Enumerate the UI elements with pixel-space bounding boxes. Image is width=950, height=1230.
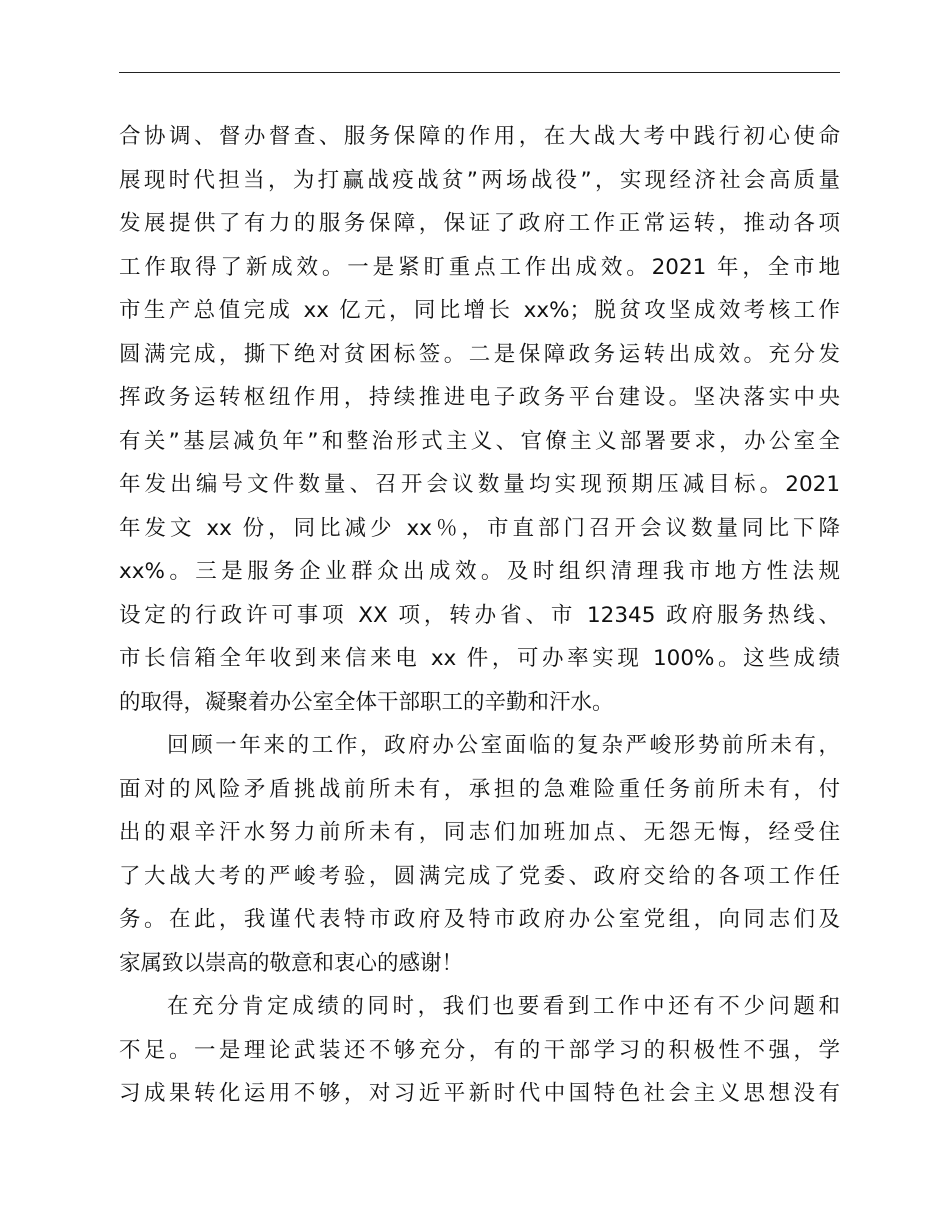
text-line-first: 回顾一年来的工作，政府办公室面临的复杂严峻形势前所未有， <box>167 733 840 758</box>
text-line: xx%。三是服务企业群众出成效。及时组织清理我市地方性法规 <box>119 559 840 584</box>
text-line: 发展提供了有力的服务保障，保证了政府工作正常运转，推动各项 <box>119 211 840 236</box>
text-line: 工作取得了新成效。一是紧盯重点工作出成效。2021 年，全市地 <box>119 254 840 280</box>
text-line: 不足。一是理论武装还不够充分，有的干部学习的积极性不强，学 <box>119 1037 840 1063</box>
text-line: 合协调、督办督查、服务保障的作用，在大战大考中践行初心使命 <box>119 124 840 149</box>
text-line: 展现时代担当，为打赢战疫战贫”两场战役”，实现经济社会高质量 <box>119 167 840 193</box>
text-line: 圆满完成，撕下绝对贫困标签。二是保障政务运转出成效。充分发 <box>119 341 840 367</box>
text-line: 务。在此，我谨代表特市政府及特市政府办公室党组，向同志们及 <box>119 907 840 932</box>
text-line: 习成果转化运用不够，对习近平新时代中国特色社会主义思想没有 <box>119 1081 840 1106</box>
text-line: 了大战大考的严峻考验，圆满完成了党委、政府交给的各项工作任 <box>119 863 840 889</box>
text-line: 设定的行政许可事项 XX 项，转办省、市 12345 政府服务热线、 <box>119 602 840 628</box>
text-line: 出的艰辛汗水努力前所未有，同志们加班加点、无怨无悔，经受住 <box>119 820 840 845</box>
paragraph-achievements <box>119 115 840 724</box>
text-line: 面对的风险矛盾挑战前所未有，承担的急难险重任务前所未有，付 <box>119 776 840 802</box>
text-line: 有关”基层减负年”和整治形式主义、官僚主义部署要求，办公室全 <box>119 428 840 454</box>
text-line: 年发出编号文件数量、召开会议数量均实现预期压减目标。2021 <box>119 472 840 497</box>
text-line: 挥政务运转枢纽作用，持续推进电子政务平台建设。坚决落实中央 <box>119 385 840 410</box>
text-line-first: 在充分肯定成绩的同时，我们也要看到工作中还有不少问题和 <box>167 994 840 1019</box>
text-line: 市生产总值完成 xx 亿元，同比增长 xx%；脱贫攻坚成效考核工作 <box>119 298 840 323</box>
text-line-last: 家属致以崇高的敬意和衷心的感谢！ <box>119 950 464 976</box>
text-line: 市长信箱全年收到来信来电 xx 件，可办率实现 100%。这些成绩 <box>119 646 840 671</box>
text-line-last: 的取得，凝聚着办公室全体干部职工的辛勤和汗水。 <box>119 689 614 715</box>
text-line: 年发文 xx 份，同比减少 xx％，市直部门召开会议数量同比下降 <box>119 515 840 541</box>
paragraph-shortcomings <box>119 985 840 1116</box>
header-rule <box>119 72 840 73</box>
document-body <box>119 115 840 1116</box>
paragraph-review <box>119 724 840 985</box>
